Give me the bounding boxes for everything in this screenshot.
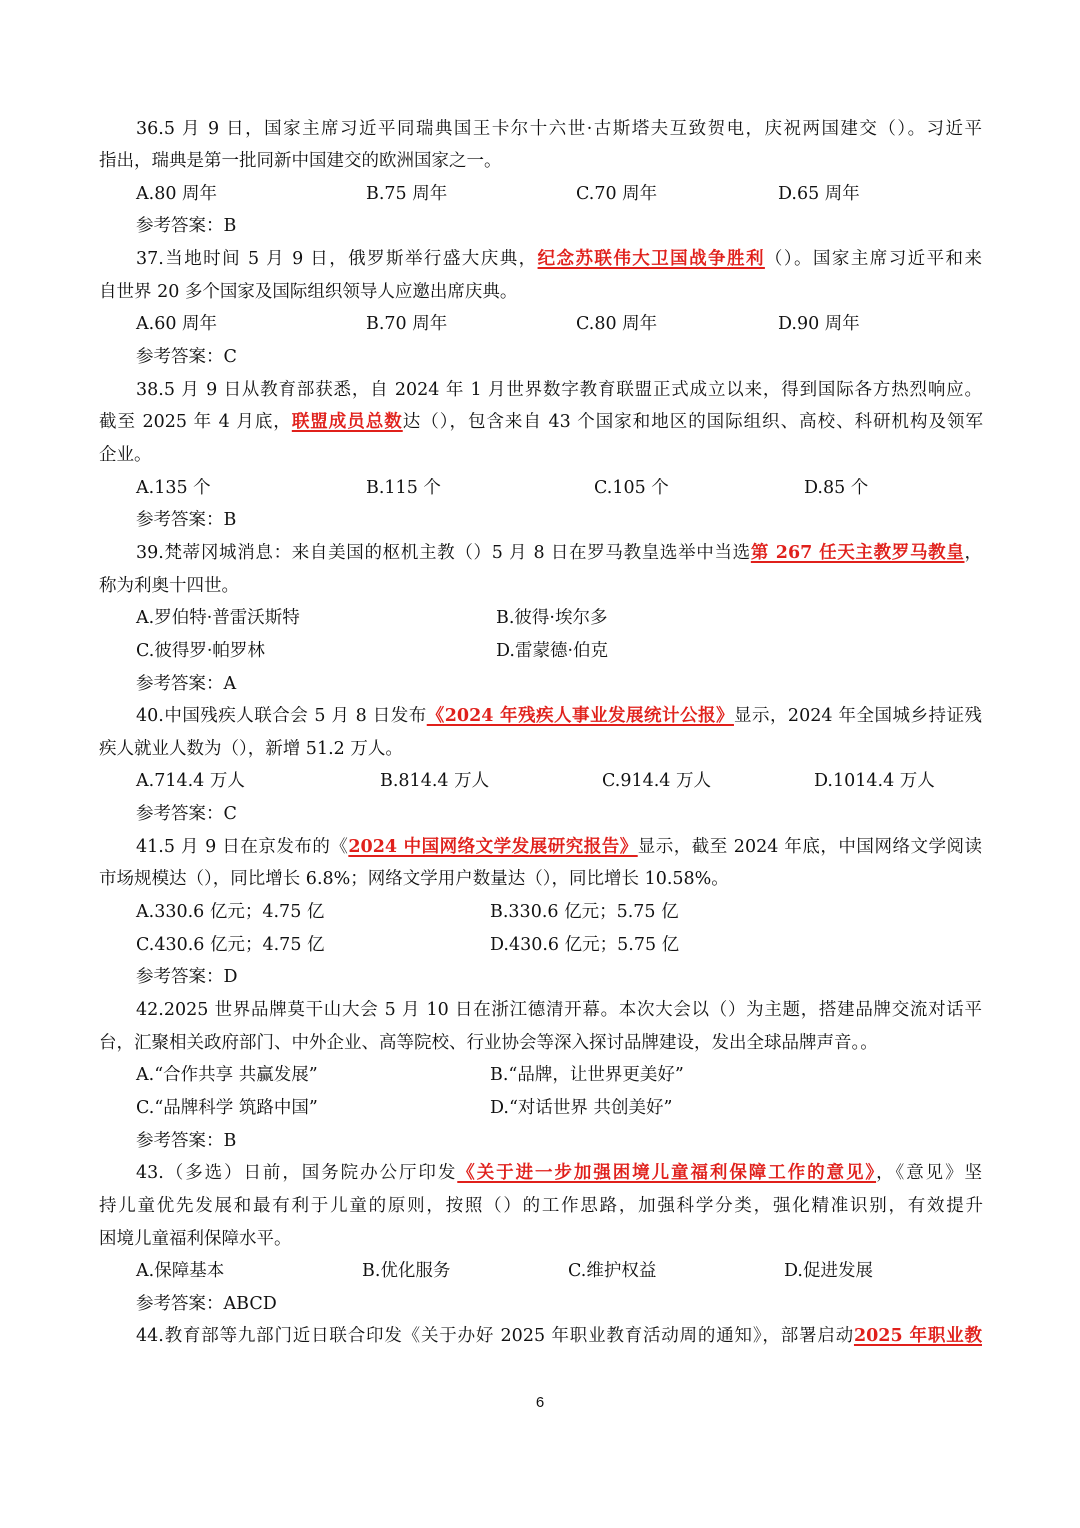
text-segment: 43.（多选）日前，国务院办公厅印发 — [136, 1163, 458, 1183]
question-38-options — [136, 476, 982, 500]
question-43-options — [136, 1259, 982, 1283]
option-a: A.“合作共享 共赢发展” — [136, 1065, 318, 1085]
question-38-answer: 参考答案：B — [136, 510, 237, 530]
option-a: A.80 周年 — [136, 184, 218, 204]
option-b: B.70 周年 — [366, 314, 448, 334]
highlight-text: 2024 中国网络文学发展研究报告》 — [348, 837, 638, 857]
question-40-line-1 — [136, 704, 982, 728]
text-segment: 40.中国残疾人联合会 5 月 8 日发布 — [136, 706, 427, 726]
option-b: B.彼得·埃尔多 — [496, 608, 608, 628]
question-40-answer: 参考答案：C — [136, 804, 237, 824]
option-d: D.430.6 亿元；5.75 亿 — [490, 935, 680, 955]
text-segment: 39.梵蒂冈城消息：来自美国的枢机主教（）5 月 8 日在罗马教皇选举中当选 — [136, 543, 751, 563]
question-40-options — [136, 769, 982, 793]
question-39-line-1 — [136, 541, 982, 565]
option-d: D.85 个 — [804, 478, 869, 498]
question-36-line-2: 指出，瑞典是第一批同新中国建交的欧洲国家之一。 — [99, 151, 502, 171]
question-41-options-row-1 — [136, 900, 982, 924]
question-42-line-1: 42.2025 世界品牌莫干山大会 5 月 10 日在浙江德清开幕。本次大会以（）为主题，搭建品牌交流对话平 — [136, 1000, 982, 1020]
question-44-line-1 — [136, 1324, 982, 1348]
highlight-text: 《2024 年残疾人事业发展统计公报》 — [426, 706, 734, 726]
text-segment: （）。国家主席习近平和来 — [764, 249, 983, 269]
text-segment: 41.5 月 9 日在京发布的《 — [136, 837, 349, 857]
highlight-text: 联盟成员总数 — [291, 412, 403, 432]
question-37-line-1 — [136, 247, 982, 271]
option-b: B.优化服务 — [362, 1261, 451, 1281]
highlight-text: 纪念苏联伟大卫国战争胜利 — [537, 249, 765, 269]
question-39-line-2: 称为利奥十四世。 — [99, 576, 239, 596]
question-36-answer: 参考答案：B — [136, 216, 237, 236]
option-c: C.80 周年 — [576, 314, 658, 334]
text-segment: ， — [964, 543, 982, 563]
option-c: C.430.6 亿元；4.75 亿 — [136, 935, 325, 955]
text-segment: 37.当地时间 5 月 9 日，俄罗斯举行盛大庆典， — [136, 249, 538, 269]
option-d: D.90 周年 — [778, 314, 860, 334]
option-c: C.105 个 — [594, 478, 669, 498]
question-38-line-2 — [99, 410, 983, 434]
option-c: C.“品牌科学 筑路中国” — [136, 1098, 318, 1118]
option-d: D.1014.4 万人 — [814, 771, 935, 791]
highlight-text: 第 267 任天主教罗马教皇 — [750, 543, 965, 563]
text-segment: 44.教育部等九部门近日联合印发《关于办好 2025 年职业教育活动周的通知》，部署启动 — [136, 1326, 854, 1346]
option-b: B.814.4 万人 — [380, 771, 490, 791]
option-c: C.彼得罗·帕罗林 — [136, 641, 265, 661]
highlight-text: 《关于进一步加强困境儿童福利保障工作的意见》 — [457, 1163, 877, 1183]
question-40-line-2: 疾人就业人数为（），新增 51.2 万人。 — [99, 739, 403, 759]
question-42-answer: 参考答案：B — [136, 1131, 237, 1151]
option-a: A.330.6 亿元；4.75 亿 — [136, 902, 325, 922]
option-a: A.714.4 万人 — [136, 771, 245, 791]
option-b: B.75 周年 — [366, 184, 448, 204]
question-42-line-2: 台，汇聚相关政府部门、中外企业、高等院校、行业协会等深入探讨品牌建设，发出全球品牌声音。。 — [99, 1033, 878, 1053]
question-37-line-2: 自世界 20 多个国家及国际组织领导人应邀出席庆典。 — [99, 282, 518, 302]
text-segment: ，《意见》坚 — [876, 1163, 982, 1183]
question-39-answer: 参考答案：A — [136, 674, 237, 694]
option-d: D.65 周年 — [778, 184, 860, 204]
question-41-line-1 — [136, 835, 982, 859]
option-d: D.促进发展 — [784, 1261, 873, 1281]
question-43-line-1 — [136, 1161, 982, 1185]
question-39-options-row-1 — [136, 606, 982, 630]
question-36-options — [136, 182, 982, 206]
question-42-options-row-2 — [136, 1096, 982, 1120]
option-d: D.雷蒙德·伯克 — [496, 641, 609, 661]
question-42-options-row-1 — [136, 1063, 982, 1087]
question-43-answer: 参考答案：ABCD — [136, 1294, 277, 1314]
option-a: A.罗伯特·普雷沃斯特 — [136, 608, 300, 628]
text-segment: 截至 2025 年 4 月底， — [99, 412, 292, 432]
option-c: C.维护权益 — [568, 1261, 657, 1281]
question-37-options — [136, 312, 982, 336]
question-39-options-row-2 — [136, 639, 982, 663]
option-b: B.“品牌，让世界更美好” — [490, 1065, 684, 1085]
question-36-line-1: 36.5 月 9 日，国家主席习近平同瑞典国王卡尔十六世·古斯塔夫互致贺电，庆祝两国建交（）。习近平 — [136, 119, 982, 139]
question-41-line-2: 市场规模达（），同比增长 6.8%；网络文学用户数量达（），同比增长 10.58%。 — [99, 869, 729, 889]
option-b: B.330.6 亿元；5.75 亿 — [490, 902, 679, 922]
question-43-line-2: 持儿童优先发展和最有利于儿童的原则，按照（）的工作思路，加强科学分类，强化精准识别，有效提升 — [99, 1196, 983, 1216]
text-segment: 显示，2024 年全国城乡持证残 — [733, 706, 982, 726]
question-38-line-3: 企业。 — [99, 445, 152, 465]
option-a: A.60 周年 — [136, 314, 218, 334]
option-b: B.115 个 — [366, 478, 441, 498]
option-c: C.70 周年 — [576, 184, 658, 204]
highlight-text: 2025 年职业教 — [853, 1326, 982, 1346]
question-38-line-1: 38.5 月 9 日从教育部获悉，自 2024 年 1 月世界数字教育联盟正式成立以来，得到国际各方热烈响应。 — [136, 380, 982, 400]
option-a: A.保障基本 — [136, 1261, 225, 1281]
option-a: A.135 个 — [136, 478, 211, 498]
text-segment: 达（），包含来自 43 个国家和地区的国际组织、高校、科研机构及领军 — [402, 412, 984, 432]
option-d: D.“对话世界 共创美好” — [490, 1098, 673, 1118]
option-c: C.914.4 万人 — [602, 771, 711, 791]
question-43-line-3: 困境儿童福利保障水平。 — [99, 1229, 292, 1249]
question-41-answer: 参考答案：D — [136, 967, 238, 987]
question-37-answer: 参考答案：C — [136, 347, 237, 367]
question-41-options-row-2 — [136, 933, 982, 957]
page-number: 6 — [535, 1394, 545, 1411]
text-segment: 显示，截至 2024 年底，中国网络文学阅读 — [637, 837, 982, 857]
